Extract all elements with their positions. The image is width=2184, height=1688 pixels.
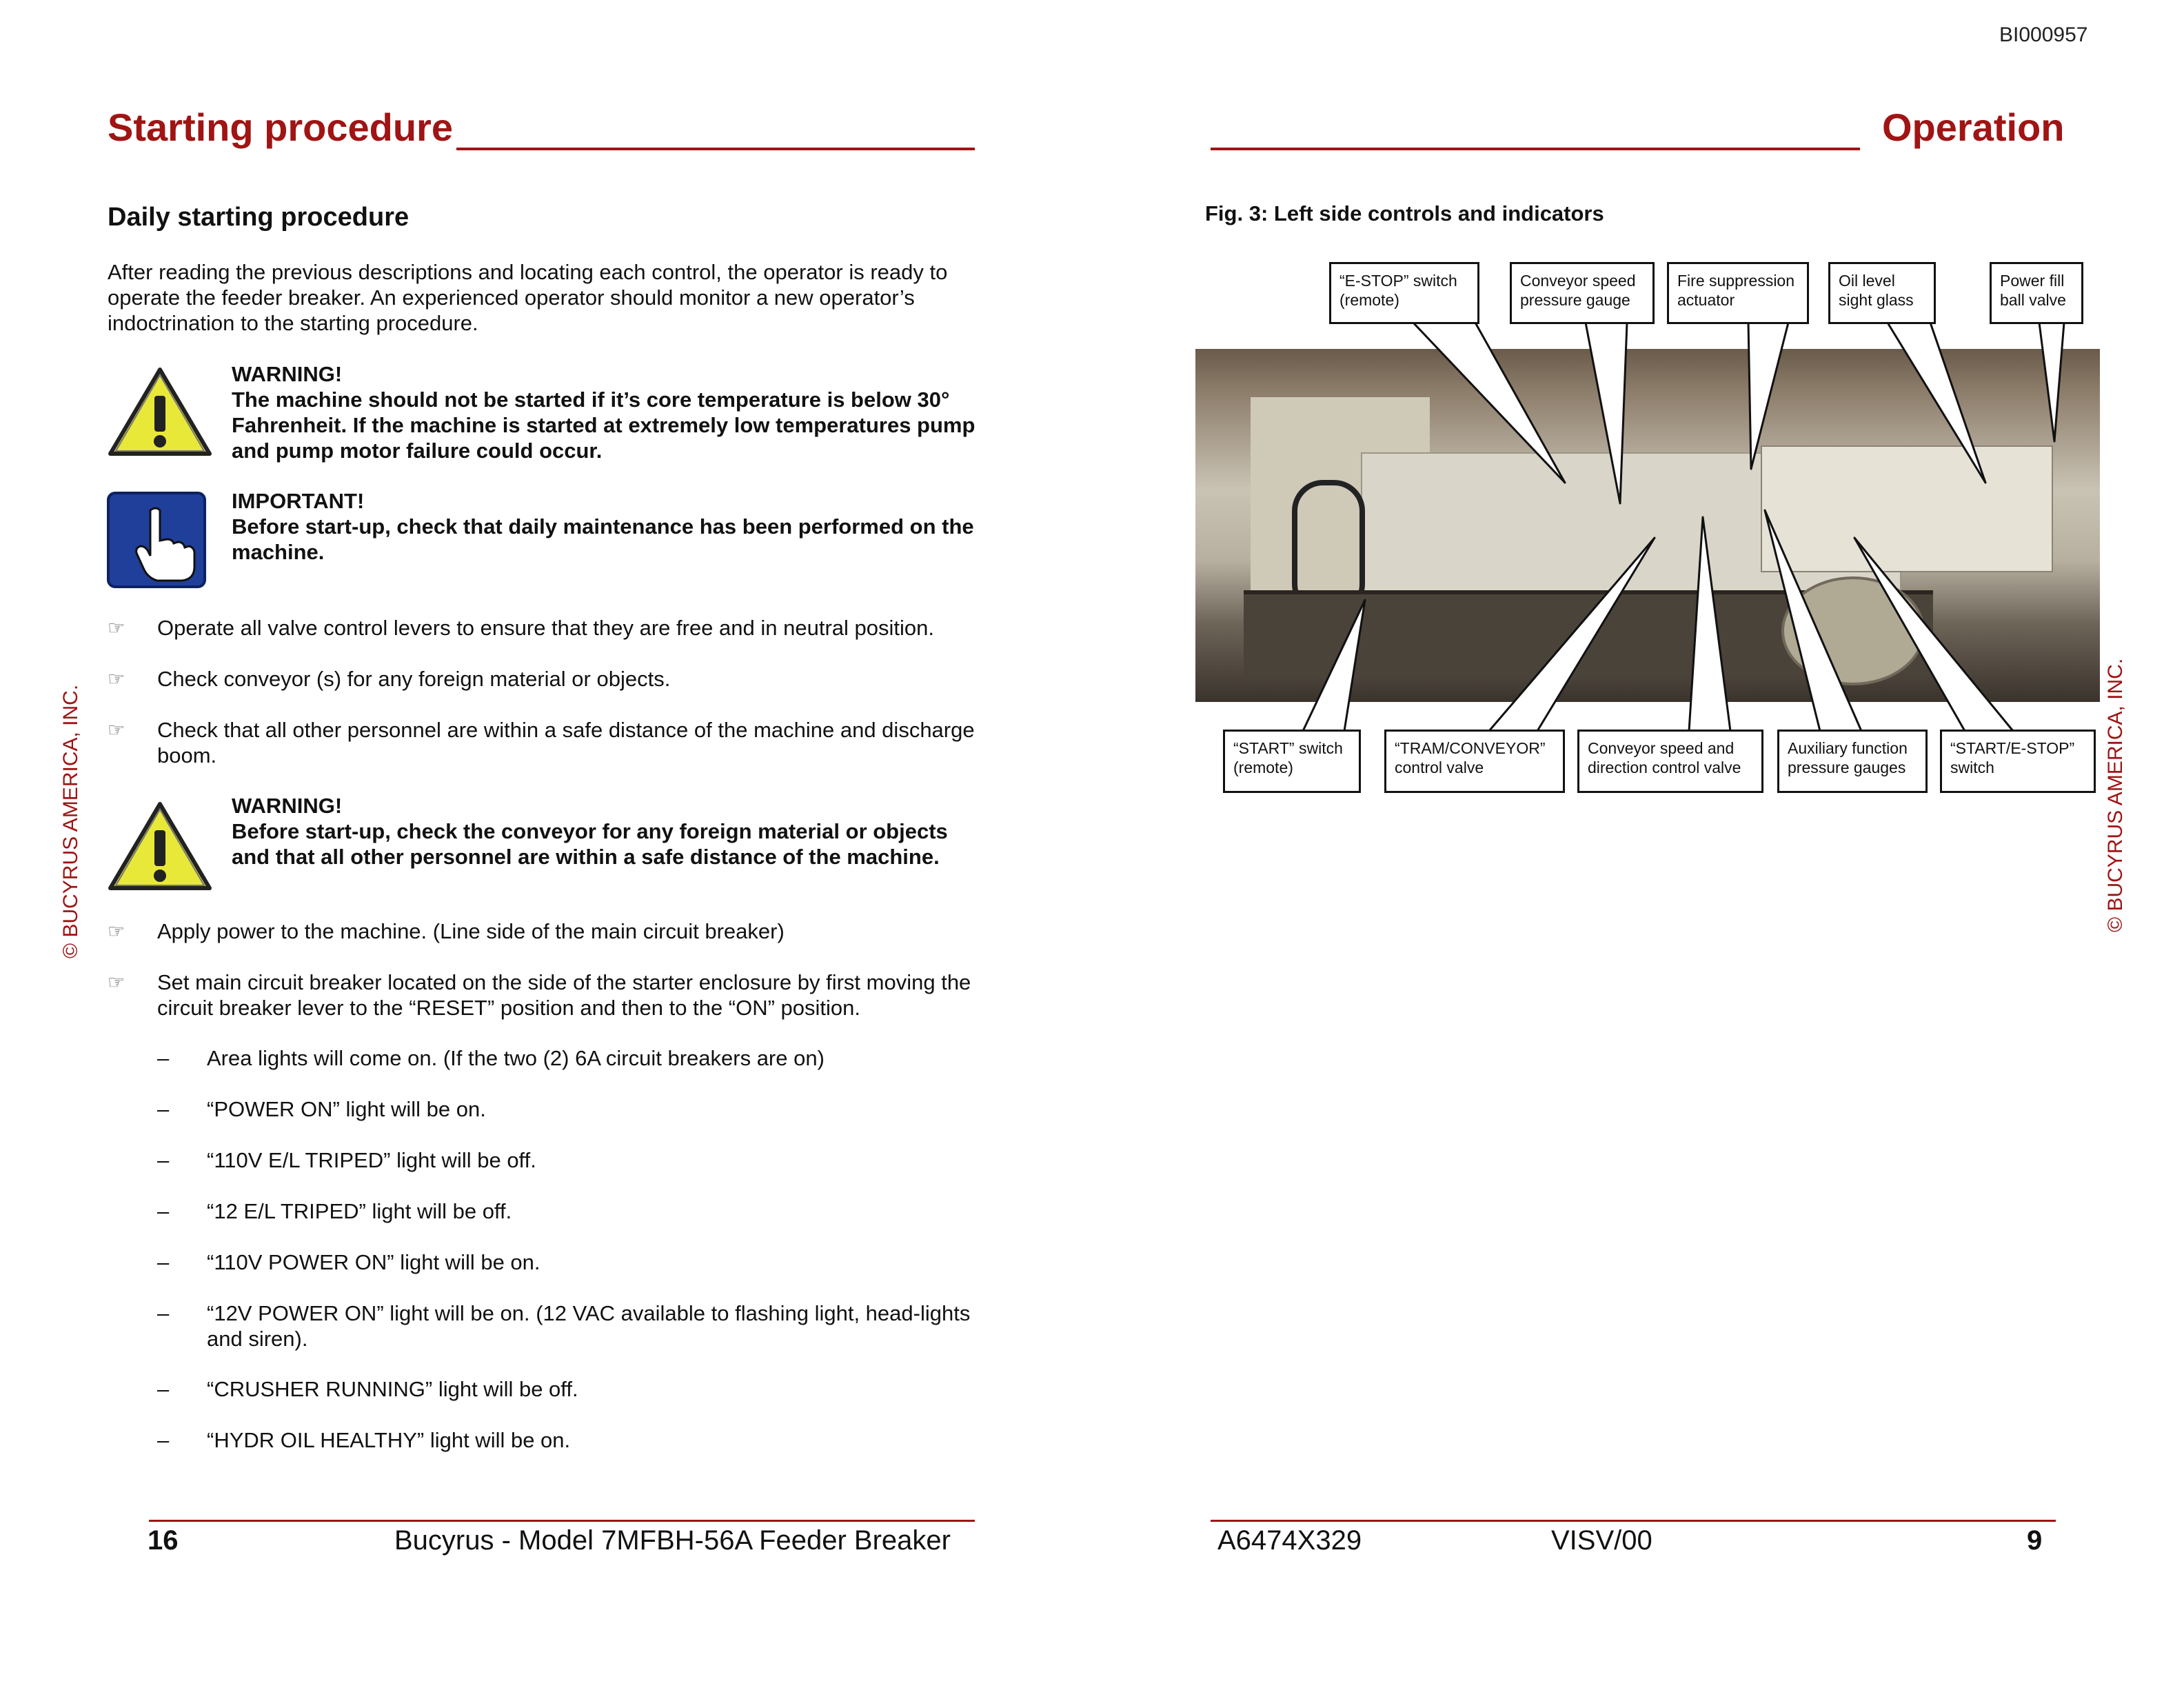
footer-rule-right — [1211, 1520, 2056, 1522]
page-heading-left: Starting procedure — [108, 106, 453, 149]
callout-conveyor-speed-gauge: Conveyor speed pressure gauge — [1510, 262, 1655, 324]
page-number-right: 9 — [2027, 1525, 2043, 1556]
intro-paragraph: After reading the previous descriptions and locating each control, the operator is ready to operate the feeder breaker. An experienced operator should monitor a new operator’s indoctrination to the starting procedure. — [108, 260, 948, 335]
important-title: IMPORTANT! — [232, 489, 365, 513]
footer-revision: VISV/00 — [1551, 1525, 1652, 1556]
callout-fire-suppression: Fire suppression actuator — [1667, 262, 1809, 324]
page-heading-right: Operation — [1882, 106, 2065, 149]
warning-title: WARNING! — [232, 362, 343, 386]
pointing-hand-icon: ☞ — [108, 972, 125, 993]
callout-aux-pressure-gauges: Auxiliary function pressure gauges — [1777, 730, 1928, 793]
figure-caption: Fig. 3: Left side controls and indicators — [1205, 201, 1604, 225]
footer-code: A6474X329 — [1217, 1525, 1362, 1556]
pointing-hand-icon: ☞ — [108, 668, 125, 690]
footer-title: Bucyrus - Model 7MFBH-56A Feeder Breaker — [394, 1525, 951, 1556]
section-subheading: Daily starting procedure — [108, 203, 410, 232]
warning-text: Before start-up, check the conveyor for any foreign material or objects and that all other personnel are within a safe distance of the machine. — [232, 819, 948, 869]
callout-conveyor-direction-valve: Conveyor speed and direction control valve — [1577, 730, 1763, 793]
page-number-left: 16 — [148, 1525, 179, 1556]
document-id: BI000957 — [1999, 23, 2088, 46]
callout-start-estop-switch: “START/E-STOP” switch — [1940, 730, 2096, 793]
callout-oil-level: Oil level sight glass — [1828, 262, 1936, 324]
callout-power-fill-valve: Power fill ball valve — [1990, 262, 2083, 324]
pointing-hand-icon: ☞ — [108, 719, 125, 741]
callout-tram-conveyor-valve: “TRAM/CONVEYOR” control valve — [1384, 730, 1565, 793]
pointing-hand-icon: ☞ — [108, 921, 125, 942]
warning-text: The machine should not be started if it’s core temperature is below 30° Fahrenheit. If the machine is started at extremely low temperatures pump and pump motor failure could occur. — [232, 388, 975, 463]
warning-title: WARNING! — [232, 794, 343, 818]
side-copyright-left: © BUCYRUS AMERICA, INC. — [59, 684, 82, 958]
side-copyright-right: © BUCYRUS AMERICA, INC. — [2104, 658, 2127, 932]
callout-estop-remote: “E-STOP” switch (remote) — [1329, 262, 1479, 324]
pointing-hand-icon: ☞ — [108, 617, 125, 639]
callout-start-remote: “START” switch (remote) — [1223, 730, 1361, 793]
important-text: Before start-up, check that daily maintenance has been performed on the machine. — [232, 514, 974, 564]
